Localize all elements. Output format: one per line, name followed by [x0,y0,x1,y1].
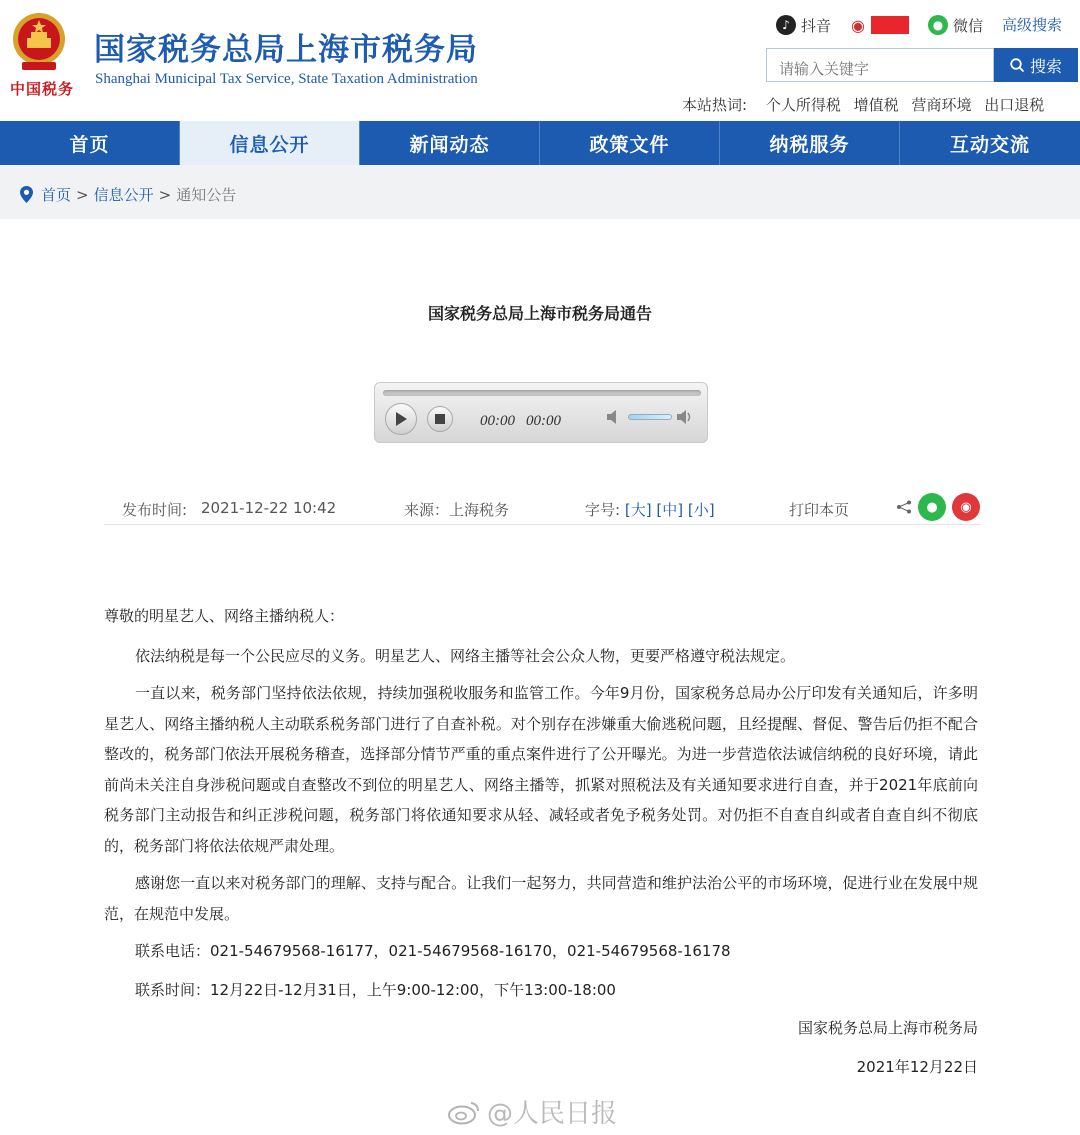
site-subtitle: Shanghai Municipal Tax Service, State Taxation Administration [95,71,478,87]
advanced-search-link[interactable]: 高级搜索 [1002,16,1063,34]
contact-time: 联系时间：12月22日-12月31日，上午9:00-12:00，下午13:00-18:00 [135,981,616,999]
font-size-large[interactable]: 大 [630,501,646,519]
paragraph: 感谢您一直以来对税务部门的理解、支持与配合。让我们一起努力，共同营造和维护法治公平的市场环境，促进行业在发展中规范，在规范中发展。 [104,874,978,923]
breadcrumb [20,184,236,205]
breadcrumb-info-disclosure[interactable]: 信息公开 [93,186,154,204]
douyin-icon: ♪ [776,15,796,35]
weibo-watermark-icon [447,1099,481,1125]
current-time: 00:00 [480,413,515,429]
watermark-text: @人民日报 [487,1099,618,1129]
douyin-link[interactable] [776,12,831,38]
douyin-label: 抖音 [801,16,832,35]
site-header [0,0,1080,121]
weibo-link[interactable] [850,12,909,38]
nav-news[interactable]: 新闻动态 [360,121,540,165]
font-size-medium[interactable]: 中 [662,501,678,519]
audio-progress-track[interactable] [383,390,701,396]
nav-info-disclosure[interactable]: 信息公开 [180,121,360,165]
font-size-small[interactable]: 小 [693,501,709,519]
share-wechat-icon[interactable]: ● [918,493,946,521]
breadcrumb-separator: > [158,185,172,204]
paragraph: 依法纳税是每一个公民应尽的义务。明星艺人、网络主播等社会公众人物，更要严格遵守税法规定。 [135,647,796,665]
share-weibo-icon[interactable]: ◉ [952,493,980,521]
site-title[interactable]: 国家税务总局上海市税务局 [94,32,478,68]
print-link[interactable]: 打印本页 [789,501,850,519]
weibo-icon: ◉ [851,15,865,35]
search-icon [1010,58,1025,73]
wechat-link[interactable] [928,12,983,38]
font-size-control: 字号: [大] [中] [小] [585,501,715,519]
source: 来源：上海税务 [404,501,510,519]
hot-keyword[interactable]: 个人所得税 [765,96,841,114]
wechat-icon: ● [928,15,948,35]
play-button[interactable] [385,403,417,435]
volume-low-icon[interactable] [607,410,622,424]
publish-label: 发布时间: [122,501,188,519]
stop-icon [435,414,445,424]
search-input[interactable] [766,48,994,82]
search-button-label: 搜索 [1029,56,1062,76]
paragraph: 一直以来，税务部门坚持依法依规，持续加强税收服务和监管工作。今年9月份，国家税务总局办公厅印发有关通知后，许多明星艺人、网络主播纳税人主动联系税务部门进行了自查补税。对个别存在涉嫌重大偷逃税问题，且经提醒、督促、警告后仍拒不配合整改的，税务部门依法开展税务稽查，选择部分情节严重的重点案件进行了公开曝光。为进一步营造依法诚信纳税的良好环境，请此前尚未关注自身涉税问题或自查整改不到位的明星艺人、网络主播等，抓紧对照税法及有关通知要求进行自查，并于2021年底前向税务部门主动报告和纠正涉税问题，税务部门将依通知要求从轻、减轻或者免予税务处罚。对仍拒不自查自纠或者自查自纠不彻底的，税务部门将依法依规严肃处理。 [104,684,978,855]
share-icon [896,500,912,514]
watermark [447,1093,617,1130]
volume-slider[interactable] [628,414,672,420]
breadcrumb-current: 通知公告 [176,186,237,204]
breadcrumb-home[interactable]: 首页 [41,186,72,204]
play-icon [395,412,407,426]
duration: 00:00 [526,413,561,429]
article-meta [104,491,980,525]
signature: 国家税务总局上海市税务局 [797,1019,978,1037]
contact-phone: 联系电话：021-54679568-16177，021-54679568-16170，021-54679568-16178 [135,942,731,960]
hot-keyword[interactable]: 增值税 [853,96,899,114]
audio-player [374,382,708,443]
wechat-label: 微信 [953,16,984,35]
volume-high-icon[interactable] [677,409,694,425]
main-nav [0,121,1080,165]
nav-interaction[interactable]: 互动交流 [949,133,1030,156]
font-size-label: 字号: [585,501,621,519]
hot-keywords [682,94,1044,115]
national-emblem-icon [10,10,68,74]
breadcrumb-separator: > [76,185,89,204]
breadcrumb-bar [0,165,1080,219]
hot-keyword[interactable]: 出口退税 [984,96,1045,114]
hot-keywords-label: 本站热词: [682,96,748,114]
stop-button[interactable] [427,406,453,432]
location-pin-icon [20,186,33,203]
emblem-caption: 中国税务 [10,80,75,98]
publish-time: 2021-12-22 10:42 [201,499,337,517]
article-title: 国家税务总局上海市税务局通告 [427,304,652,323]
nav-home[interactable]: 首页 [0,121,180,165]
date: 2021年12月22日 [856,1058,978,1076]
share-group [896,493,980,521]
nav-policy[interactable]: 政策文件 [540,121,720,165]
weibo-label-redacted [871,16,909,34]
search-button[interactable] [994,48,1078,82]
hot-keyword[interactable]: 营商环境 [911,96,972,114]
nav-tax-service[interactable]: 纳税服务 [720,121,900,165]
salutation: 尊敬的明星艺人、网络主播纳税人： [104,607,345,625]
